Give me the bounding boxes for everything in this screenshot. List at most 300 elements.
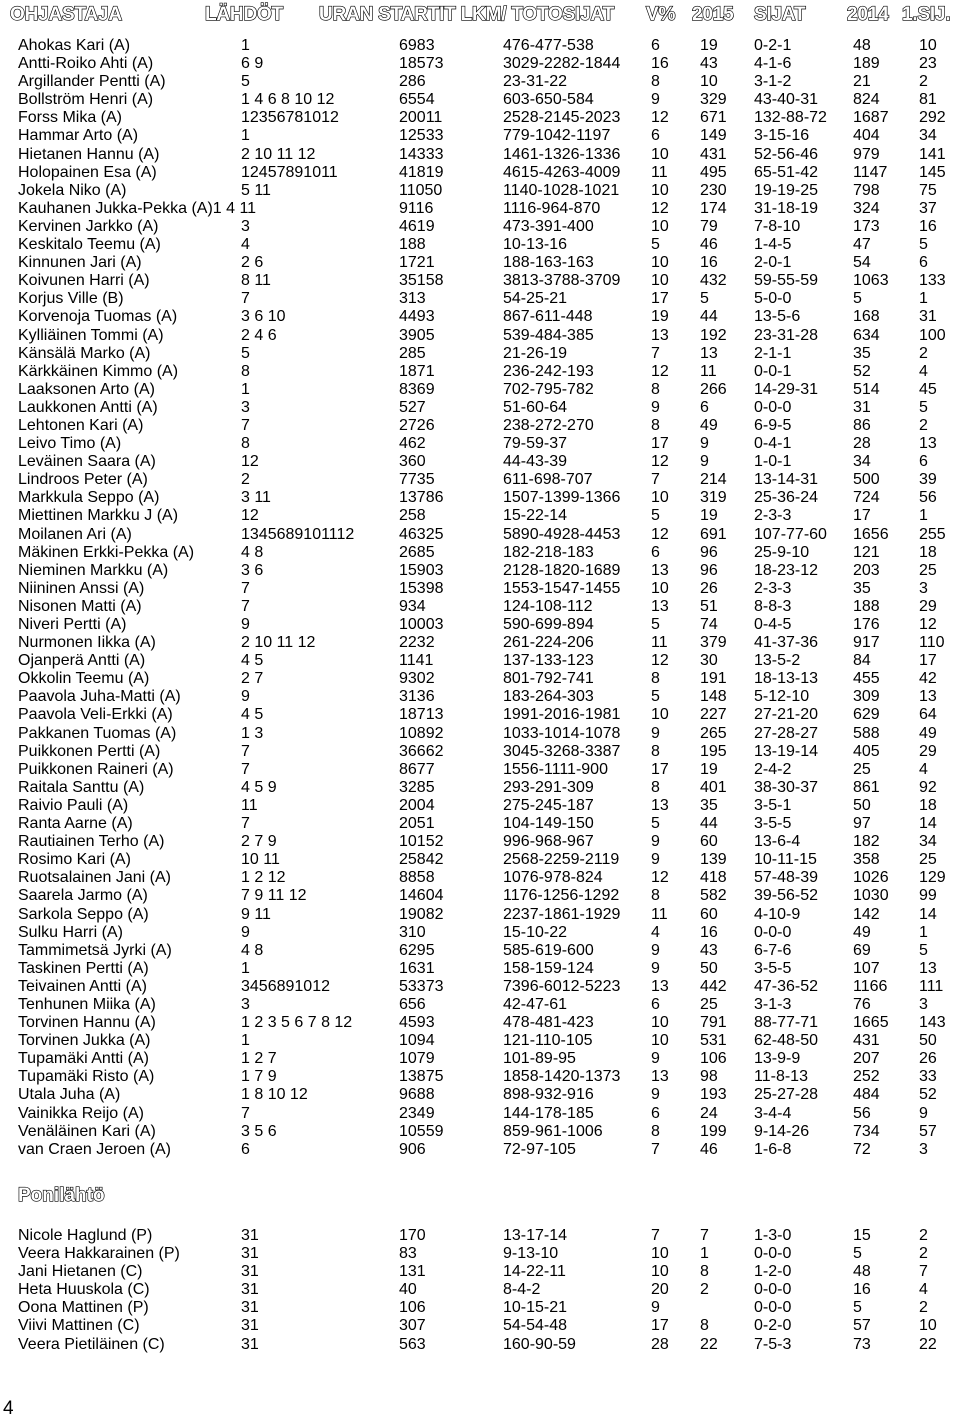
header-driver: OHJASTAJA — [10, 4, 122, 25]
starts-2015: 191 — [700, 670, 727, 688]
wins-2014: 100 — [919, 326, 946, 344]
driver-name: Raivio Pauli (A) — [18, 796, 129, 814]
career-placings: 1991-2016-1981 — [503, 706, 621, 724]
career-starts: 6295 — [399, 941, 435, 959]
career-placings: 182-218-183 — [503, 543, 594, 561]
win-percent: 9 — [651, 398, 660, 416]
driver-name: Utala Juha (A) — [18, 1086, 121, 1104]
table-row — [0, 1299, 960, 1317]
career-starts: 19082 — [399, 905, 444, 923]
career-placings: 2237-1861-1929 — [503, 905, 621, 923]
wins-2014: 1 — [919, 290, 928, 308]
race-numbers: 7 — [241, 1104, 250, 1122]
driver-name: Bollström Henri (A) — [18, 91, 154, 109]
starts-2015: 2 — [700, 1281, 709, 1299]
wins-2014: 2 — [919, 73, 928, 91]
starts-2015: 9 — [700, 453, 709, 471]
placings-2015: 43-40-31 — [754, 91, 819, 109]
placings-2015: 88-77-71 — [754, 1014, 819, 1032]
career-placings: 1858-1420-1373 — [503, 1068, 621, 1086]
placings-2015: 3-4-4 — [754, 1104, 792, 1122]
starts-2015: 13 — [700, 344, 718, 362]
win-percent: 9 — [651, 851, 660, 869]
table-row — [0, 652, 960, 670]
starts-2015: 230 — [700, 181, 727, 199]
starts-2015: 6 — [700, 398, 709, 416]
starts-2015: 49 — [700, 416, 718, 434]
win-percent: 12 — [651, 652, 669, 670]
starts-2015: 531 — [700, 1032, 727, 1050]
career-placings: 1507-1399-1366 — [503, 489, 621, 507]
starts-2014: 72 — [853, 1140, 871, 1158]
career-placings: 15-22-14 — [503, 507, 568, 525]
table-row — [0, 906, 960, 924]
page-number: 4 — [3, 1398, 14, 1419]
career-starts: 8858 — [399, 869, 435, 887]
header-starts: LÄHDÖT — [205, 4, 283, 25]
driver-name: Nicole Haglund (P) — [18, 1227, 153, 1244]
starts-2015: 431 — [700, 145, 727, 163]
starts-2015: 174 — [700, 199, 727, 217]
race-numbers: 8 — [241, 435, 250, 453]
race-numbers: 4 — [241, 236, 250, 254]
wins-2014: 2 — [919, 1227, 928, 1244]
wins-2014: 1 — [919, 923, 928, 941]
wins-2014: 7 — [919, 1263, 928, 1281]
driver-name: Kinnunen Jari (A) — [18, 254, 142, 272]
win-percent: 10 — [651, 706, 669, 724]
win-percent: 7 — [651, 1227, 660, 1244]
table-row — [0, 725, 960, 743]
career-starts: 527 — [399, 398, 426, 416]
placings-2015: 47-36-52 — [754, 977, 819, 995]
race-numbers: 3456891012 — [241, 977, 330, 995]
placings-2015: 7-5-3 — [754, 1335, 792, 1353]
starts-2014: 188 — [853, 597, 880, 615]
wins-2014: 39 — [919, 471, 937, 489]
placings-2015: 11-8-13 — [754, 1068, 808, 1086]
starts-2014: 455 — [853, 670, 880, 688]
placings-2015: 0-2-0 — [754, 1317, 792, 1335]
win-percent: 13 — [651, 1068, 669, 1086]
table-row — [0, 1068, 960, 1086]
wins-2014: 49 — [919, 724, 937, 742]
starts-2014: 484 — [853, 1086, 880, 1104]
career-starts: 1141 — [399, 652, 434, 670]
table-row — [0, 1086, 960, 1104]
wins-2014: 12 — [919, 616, 937, 633]
starts-2015: 671 — [700, 109, 727, 127]
starts-2014: 54 — [853, 254, 871, 272]
career-starts: 40 — [399, 1281, 417, 1299]
career-starts: 4593 — [399, 1014, 435, 1032]
pony-driver-table — [0, 1227, 960, 1354]
placings-2015: 18-23-12 — [754, 561, 819, 579]
placings-2015: 4-10-9 — [754, 905, 801, 923]
driver-name: Torvinen Hannu (A) — [18, 1014, 156, 1032]
wins-2014: 292 — [919, 109, 946, 127]
wins-2014: 50 — [919, 1032, 937, 1050]
driver-name: Kärkkäinen Kimmo (A) — [18, 362, 179, 380]
starts-2015: 432 — [700, 272, 727, 290]
placings-2015: 13-14-31 — [754, 471, 819, 489]
starts-2014: 173 — [853, 217, 880, 235]
driver-name: Mäkinen Erkki-Pekka (A) — [18, 543, 195, 561]
win-percent: 10 — [651, 489, 669, 507]
race-numbers: 1 8 10 12 — [241, 1086, 308, 1104]
driver-name: Keskitalo Teemu (A) — [18, 236, 161, 254]
driver-name: Nurmonen Iikka (A) — [18, 634, 156, 652]
career-starts: 360 — [399, 453, 426, 471]
table-row — [0, 1141, 960, 1159]
driver-name: Paavola Juha-Matti (A) — [18, 688, 181, 706]
win-percent: 10 — [651, 1263, 669, 1281]
career-placings: 539-484-385 — [503, 326, 594, 344]
win-percent: 6 — [651, 127, 660, 145]
win-percent: 13 — [651, 561, 669, 579]
starts-2014: 76 — [853, 995, 871, 1013]
table-row — [0, 164, 960, 182]
starts-2015: 265 — [700, 724, 727, 742]
wins-2014: 25 — [919, 561, 937, 579]
table-row — [0, 363, 960, 381]
career-placings: 104-149-150 — [503, 815, 594, 833]
placings-2015: 13-6-4 — [754, 833, 801, 851]
race-numbers: 1345689101112 — [241, 525, 355, 543]
career-starts: 41819 — [399, 163, 444, 181]
table-row — [0, 960, 960, 978]
table-row — [0, 254, 960, 272]
race-numbers: 4 8 — [241, 941, 264, 959]
table-row — [0, 1281, 960, 1299]
career-starts: 188 — [399, 236, 426, 254]
placings-2015: 0-0-0 — [754, 1281, 792, 1299]
starts-2014: 252 — [853, 1068, 880, 1086]
starts-2015: 25 — [700, 995, 718, 1013]
career-placings: 101-89-95 — [503, 1050, 576, 1068]
race-numbers: 1 2 3 5 6 7 8 12 — [241, 1014, 353, 1032]
placings-2015: 1-6-8 — [754, 1140, 792, 1158]
race-numbers: 3 5 6 — [241, 1122, 277, 1140]
win-percent: 20 — [651, 1281, 669, 1299]
placings-2015: 0-4-1 — [754, 435, 792, 453]
driver-name: Pakkanen Tuomas (A) — [18, 724, 177, 742]
wins-2014: 1 — [919, 507, 928, 525]
driver-name: Taskinen Pertti (A) — [18, 959, 149, 977]
table-row — [0, 688, 960, 706]
placings-2015: 2-3-3 — [754, 579, 792, 597]
table-row — [0, 580, 960, 598]
placings-2015: 8-8-3 — [754, 597, 792, 615]
career-placings: 183-264-303 — [503, 688, 594, 706]
win-percent: 17 — [651, 760, 669, 778]
race-numbers: 4 8 — [241, 543, 264, 561]
career-starts: 9116 — [399, 199, 434, 217]
wins-2014: 111 — [919, 977, 944, 995]
career-starts: 106 — [399, 1299, 426, 1317]
race-numbers: 1 4 6 8 10 12 — [241, 91, 335, 109]
starts-2015: 16 — [700, 254, 718, 272]
starts-2015: 8 — [700, 1317, 709, 1335]
driver-name: Oona Mattinen (P) — [18, 1299, 149, 1317]
starts-2014: 734 — [853, 1122, 880, 1140]
career-placings: 779-1042-1197 — [503, 127, 611, 145]
race-numbers: 9 11 — [241, 905, 271, 923]
career-starts: 6983 — [399, 37, 435, 54]
win-percent: 10 — [651, 254, 669, 272]
placings-2015: 25-36-24 — [754, 489, 819, 507]
placings-2015: 3-5-1 — [754, 796, 792, 814]
career-starts: 10892 — [399, 724, 444, 742]
table-row — [0, 779, 960, 797]
career-starts: 25842 — [399, 851, 444, 869]
starts-2014: 28 — [853, 435, 871, 453]
table-row — [0, 399, 960, 417]
header-first-places: 1.SIJ. — [902, 4, 951, 25]
table-row — [0, 471, 960, 489]
starts-2015: 139 — [700, 851, 727, 869]
table-row — [0, 91, 960, 109]
career-starts: 12533 — [399, 127, 444, 145]
wins-2014: 17 — [919, 652, 937, 670]
win-percent: 4 — [651, 923, 660, 941]
win-percent: 9 — [651, 833, 660, 851]
driver-name: van Craen Jeroen (A) — [18, 1140, 171, 1158]
starts-2014: 724 — [853, 489, 880, 507]
driver-name: Holopainen Esa (A) — [18, 163, 157, 181]
career-starts: 13875 — [399, 1068, 444, 1086]
placings-2015: 23-31-28 — [754, 326, 819, 344]
wins-2014: 129 — [919, 869, 946, 887]
career-starts: 2232 — [399, 634, 435, 652]
driver-name: Kylliäinen Tommi (A) — [18, 326, 164, 344]
driver-name: Viivi Mattinen (C) — [18, 1317, 140, 1335]
race-numbers: 1 — [241, 1032, 250, 1050]
career-starts: 2051 — [399, 815, 435, 833]
placings-2015: 52-56-46 — [754, 145, 819, 163]
placings-2015: 38-30-37 — [754, 778, 819, 796]
career-placings: 124-108-112 — [503, 597, 593, 615]
wins-2014: 6 — [919, 453, 928, 471]
table-row — [0, 743, 960, 761]
starts-2014: 203 — [853, 561, 880, 579]
wins-2014: 56 — [919, 489, 937, 507]
race-numbers: 1 — [241, 127, 250, 145]
wins-2014: 3 — [919, 579, 928, 597]
wins-2014: 18 — [919, 543, 937, 561]
race-numbers: 4 5 — [241, 706, 264, 724]
wins-2014: 255 — [919, 525, 946, 543]
placings-2015: 7-8-10 — [754, 217, 801, 235]
starts-2014: 5 — [853, 1245, 862, 1263]
win-percent: 7 — [651, 1140, 660, 1158]
starts-2015: 50 — [700, 959, 718, 977]
race-numbers: 7 — [241, 416, 250, 434]
placings-2015: 6-9-5 — [754, 416, 792, 434]
driver-name: Paavola Veli-Erkki (A) — [18, 706, 173, 724]
starts-2014: 52 — [853, 362, 871, 380]
starts-2015: 214 — [700, 471, 727, 489]
career-starts: 36662 — [399, 742, 444, 760]
win-percent: 9 — [651, 1050, 660, 1068]
starts-2014: 73 — [853, 1335, 871, 1353]
placings-2015: 25-27-28 — [754, 1086, 819, 1104]
starts-2014: 15 — [853, 1227, 871, 1244]
table-row — [0, 1105, 960, 1123]
wins-2014: 4 — [919, 760, 928, 778]
career-starts: 8677 — [399, 760, 435, 778]
career-starts: 83 — [399, 1245, 417, 1263]
race-numbers: 6 9 — [241, 55, 264, 73]
career-starts: 906 — [399, 1140, 426, 1158]
wins-2014: 5 — [919, 398, 928, 416]
career-placings: 476-477-538 — [503, 37, 594, 54]
wins-2014: 29 — [919, 597, 937, 615]
table-row — [0, 797, 960, 815]
pony-section-title: Ponilähtö — [18, 1185, 105, 1206]
starts-2015: 319 — [700, 489, 727, 507]
race-numbers: 5 11 — [241, 181, 271, 199]
starts-2014: 5 — [853, 1299, 862, 1317]
career-starts: 462 — [399, 435, 426, 453]
table-row — [0, 887, 960, 905]
starts-2014: 84 — [853, 652, 871, 670]
win-percent: 8 — [651, 1122, 660, 1140]
win-percent: 11 — [651, 905, 668, 923]
race-numbers: 7 — [241, 760, 250, 778]
career-starts: 10152 — [399, 833, 444, 851]
win-percent: 28 — [651, 1335, 669, 1353]
driver-name: Saarela Jarmo (A) — [18, 887, 148, 905]
win-percent: 8 — [651, 742, 660, 760]
driver-name: Ojanperä Antti (A) — [18, 652, 146, 670]
career-starts: 10003 — [399, 616, 444, 633]
career-starts: 4619 — [399, 217, 435, 235]
table-row — [0, 109, 960, 127]
race-numbers: 31 — [241, 1227, 259, 1244]
placings-2015: 1-3-0 — [754, 1227, 792, 1244]
career-starts: 9688 — [399, 1086, 435, 1104]
placings-2015: 39-56-52 — [754, 887, 819, 905]
driver-name: Nisonen Matti (A) — [18, 597, 142, 615]
starts-2015: 8 — [700, 1263, 709, 1281]
career-placings: 2128-1820-1689 — [503, 561, 621, 579]
driver-name: Tenhunen Miika (A) — [18, 995, 156, 1013]
wins-2014: 143 — [919, 1014, 946, 1032]
placings-2015: 57-48-39 — [754, 869, 819, 887]
race-numbers: 3 — [241, 217, 250, 235]
table-row — [0, 616, 960, 634]
table-row — [0, 851, 960, 869]
career-starts: 14333 — [399, 145, 444, 163]
starts-2014: 1656 — [853, 525, 889, 543]
table-row — [0, 1336, 960, 1354]
wins-2014: 22 — [919, 1335, 937, 1353]
career-starts: 15903 — [399, 561, 444, 579]
driver-name: Miettinen Markku J (A) — [18, 507, 179, 525]
starts-2015: 60 — [700, 833, 718, 851]
placings-2015: 18-13-13 — [754, 670, 819, 688]
career-placings: 1556-1111-900 — [503, 760, 608, 778]
starts-2014: 47 — [853, 236, 871, 254]
career-starts: 1094 — [399, 1032, 435, 1050]
race-numbers: 3 6 — [241, 561, 264, 579]
race-numbers: 1 — [241, 959, 250, 977]
career-placings: 996-968-967 — [503, 833, 594, 851]
wins-2014: 16 — [919, 217, 937, 235]
career-placings: 1461-1326-1336 — [503, 145, 621, 163]
win-percent: 9 — [651, 959, 660, 977]
career-placings: 702-795-782 — [503, 380, 594, 398]
starts-2014: 97 — [853, 815, 871, 833]
placings-2015: 41-37-36 — [754, 634, 819, 652]
placings-2015: 13-19-14 — [754, 742, 819, 760]
race-numbers: 8 — [241, 362, 250, 380]
starts-2014: 1026 — [853, 869, 889, 887]
career-starts: 258 — [399, 507, 426, 525]
placings-2015: 19-19-25 — [754, 181, 819, 199]
driver-name: Tammimetsä Jyrki (A) — [18, 941, 172, 959]
starts-2015: 19 — [700, 760, 718, 778]
career-starts: 170 — [399, 1227, 426, 1244]
race-numbers: 7 — [241, 290, 250, 308]
starts-2015: 26 — [700, 579, 718, 597]
starts-2014: 50 — [853, 796, 871, 814]
race-numbers: 7 9 11 12 — [241, 887, 307, 905]
table-row — [0, 1227, 960, 1245]
table-row — [0, 127, 960, 145]
career-placings: 898-932-916 — [503, 1086, 594, 1104]
table-row — [0, 417, 960, 435]
race-numbers: 7 — [241, 815, 250, 833]
wins-2014: 81 — [919, 91, 937, 109]
career-placings: 611-698-707 — [503, 471, 593, 489]
win-percent: 12 — [651, 453, 669, 471]
table-row — [0, 869, 960, 887]
race-numbers: 31 — [241, 1245, 259, 1263]
wins-2014: 110 — [919, 634, 945, 652]
driver-name: Teivainen Antti (A) — [18, 977, 147, 995]
driver-name: Forss Mika (A) — [18, 109, 122, 127]
race-numbers: 31 — [241, 1263, 259, 1281]
career-placings: 261-224-206 — [503, 634, 594, 652]
career-starts: 4493 — [399, 308, 435, 326]
driver-name: Korjus Ville (B) — [18, 290, 124, 308]
starts-2015: 401 — [700, 778, 727, 796]
starts-2015: 418 — [700, 869, 727, 887]
starts-2015: 149 — [700, 127, 727, 145]
driver-name: Venäläinen Kari (A) — [18, 1122, 156, 1140]
career-starts: 656 — [399, 995, 426, 1013]
wins-2014: 10 — [919, 1317, 937, 1335]
wins-2014: 2 — [919, 1299, 928, 1317]
career-placings: 51-60-64 — [503, 398, 568, 416]
starts-2014: 17 — [853, 507, 871, 525]
driver-name: Laaksonen Arto (A) — [18, 380, 155, 398]
race-numbers: 9 — [241, 616, 250, 633]
starts-2014: 31 — [853, 398, 871, 416]
wins-2014: 2 — [919, 1245, 928, 1263]
table-row — [0, 1050, 960, 1068]
starts-2014: 189 — [853, 55, 880, 73]
placings-2015: 0-0-1 — [754, 362, 792, 380]
placings-2015: 0-0-0 — [754, 1299, 792, 1317]
career-placings: 1076-978-824 — [503, 869, 603, 887]
win-percent: 8 — [651, 73, 660, 91]
starts-2014: 48 — [853, 1263, 871, 1281]
career-placings: 585-619-600 — [503, 941, 594, 959]
wins-2014: 34 — [919, 127, 937, 145]
